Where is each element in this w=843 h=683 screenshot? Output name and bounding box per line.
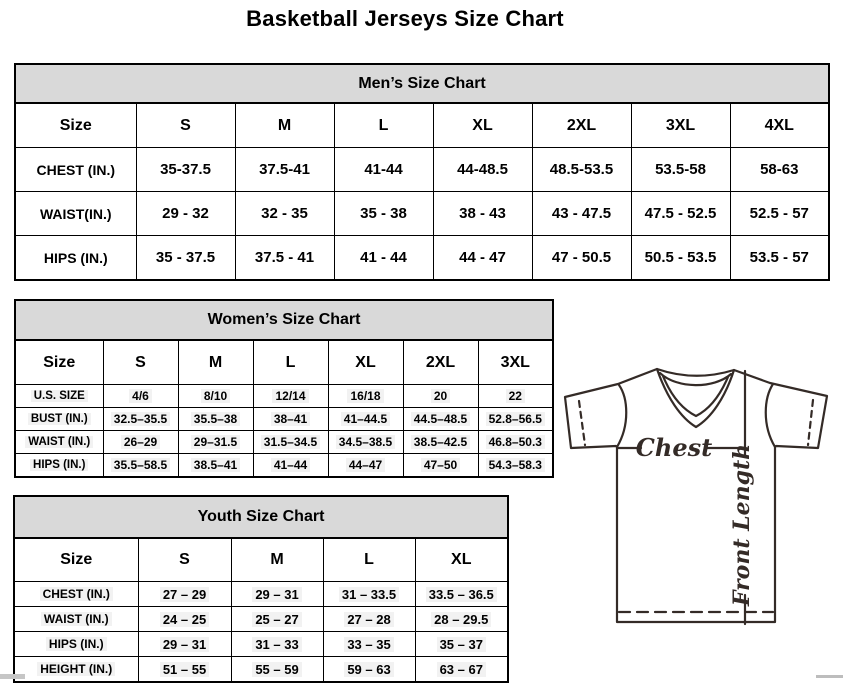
- left-armhole-seam: [617, 385, 626, 447]
- column-header: Size: [15, 103, 136, 148]
- size-value: 29 - 32: [136, 192, 235, 236]
- column-header: Size: [15, 340, 103, 385]
- size-value: 47 - 50.5: [532, 236, 631, 281]
- column-header: S: [103, 340, 178, 385]
- chest-label: Chest: [635, 433, 713, 462]
- jersey-measurement-diagram: [555, 360, 840, 635]
- size-value: 31.5–34.5: [253, 431, 328, 454]
- row-label: HIPS (IN.): [14, 632, 138, 657]
- size-value: 51 – 55: [138, 657, 231, 683]
- scrollbar-fragment-right[interactable]: [816, 675, 843, 678]
- size-value: 38–41: [253, 408, 328, 431]
- column-header: S: [138, 538, 231, 582]
- womens-chart-title: Women’s Size Chart: [15, 300, 553, 340]
- table-row: [15, 454, 553, 478]
- size-value: 29 – 31: [138, 632, 231, 657]
- column-header: 3XL: [478, 340, 553, 385]
- size-value: 27 – 29: [138, 582, 231, 607]
- size-value: 55 – 59: [231, 657, 323, 683]
- scrollbar-fragment-left[interactable]: [0, 674, 25, 679]
- size-value: 26–29: [103, 431, 178, 454]
- size-value: 35.5–58.5: [103, 454, 178, 478]
- size-value: 16/18: [328, 385, 403, 408]
- size-value: 38 - 43: [433, 192, 532, 236]
- jersey-outline: [565, 369, 827, 622]
- size-value: 20: [403, 385, 478, 408]
- table-row: [14, 657, 508, 683]
- womens-size-chart-table: [14, 299, 552, 478]
- size-value: 22: [478, 385, 553, 408]
- column-header: M: [231, 538, 323, 582]
- size-value: 34.5–38.5: [328, 431, 403, 454]
- size-value: 8/10: [178, 385, 253, 408]
- size-value: 41-44: [334, 148, 433, 192]
- size-value: 32 - 35: [235, 192, 334, 236]
- size-value: 54.3–58.3: [478, 454, 553, 478]
- mens-chart-title: Men’s Size Chart: [15, 64, 829, 103]
- column-header: Size: [14, 538, 138, 582]
- column-header: M: [235, 103, 334, 148]
- table-row: [15, 236, 829, 281]
- size-value: 35 - 37.5: [136, 236, 235, 281]
- size-value: 52.5 - 57: [730, 192, 829, 236]
- size-value: 28 – 29.5: [415, 607, 508, 632]
- size-value: 41 - 44: [334, 236, 433, 281]
- size-value: 38.5–42.5: [403, 431, 478, 454]
- size-value: 35-37.5: [136, 148, 235, 192]
- table-row: [15, 431, 553, 454]
- row-label: HEIGHT (IN.): [14, 657, 138, 683]
- size-value: 43 - 47.5: [532, 192, 631, 236]
- youth-chart-title: Youth Size Chart: [14, 496, 508, 538]
- mens-size-chart-table: [14, 63, 828, 281]
- size-value: 31 – 33.5: [323, 582, 415, 607]
- size-value: 47–50: [403, 454, 478, 478]
- size-value: 33 – 35: [323, 632, 415, 657]
- row-label: U.S. SIZE: [15, 385, 103, 408]
- row-label: WAIST (IN.): [15, 431, 103, 454]
- size-value: 63 – 67: [415, 657, 508, 683]
- size-value: 44–47: [328, 454, 403, 478]
- size-value: 35.5–38: [178, 408, 253, 431]
- row-label: WAIST (IN.): [14, 607, 138, 632]
- front-length-label: Front Length: [729, 443, 755, 607]
- column-header: 4XL: [730, 103, 829, 148]
- column-header: XL: [433, 103, 532, 148]
- size-value: 25 – 27: [231, 607, 323, 632]
- column-header: L: [334, 103, 433, 148]
- size-value: 50.5 - 53.5: [631, 236, 730, 281]
- size-value: 47.5 - 52.5: [631, 192, 730, 236]
- vneck-outer: [657, 369, 734, 427]
- row-label: HIPS (IN.): [15, 454, 103, 478]
- size-value: 48.5-53.5: [532, 148, 631, 192]
- size-value: 35 – 37: [415, 632, 508, 657]
- column-header: S: [136, 103, 235, 148]
- table-row: [15, 192, 829, 236]
- row-label: WAIST(IN.): [15, 192, 136, 236]
- size-value: 46.8–50.3: [478, 431, 553, 454]
- column-header: L: [253, 340, 328, 385]
- size-value: 58-63: [730, 148, 829, 192]
- table-row: [15, 148, 829, 192]
- left-cuff-dashed-line: [579, 401, 585, 445]
- table-row: [15, 408, 553, 431]
- size-value: 35 - 38: [334, 192, 433, 236]
- size-value: 24 – 25: [138, 607, 231, 632]
- right-armhole-seam: [766, 384, 775, 447]
- table-row: [14, 582, 508, 607]
- table-row: [14, 632, 508, 657]
- column-header: XL: [328, 340, 403, 385]
- size-value: 44.5–48.5: [403, 408, 478, 431]
- table-row: [14, 607, 508, 632]
- size-value: 41–44: [253, 454, 328, 478]
- row-label: HIPS (IN.): [15, 236, 136, 281]
- column-header: M: [178, 340, 253, 385]
- size-value: 31 – 33: [231, 632, 323, 657]
- column-header: L: [323, 538, 415, 582]
- size-value: 44 - 47: [433, 236, 532, 281]
- table-row: [15, 385, 553, 408]
- youth-size-chart-table: [13, 495, 507, 683]
- size-value: 59 – 63: [323, 657, 415, 683]
- size-value: 37.5-41: [235, 148, 334, 192]
- column-header: XL: [415, 538, 508, 582]
- size-value: 38.5–41: [178, 454, 253, 478]
- size-value: 44-48.5: [433, 148, 532, 192]
- size-value: 37.5 - 41: [235, 236, 334, 281]
- size-value: 27 – 28: [323, 607, 415, 632]
- row-label: CHEST (IN.): [15, 148, 136, 192]
- size-value: 52.8–56.5: [478, 408, 553, 431]
- column-header: 3XL: [631, 103, 730, 148]
- size-value: 32.5–35.5: [103, 408, 178, 431]
- page-title: Basketball Jerseys Size Chart: [246, 6, 564, 31]
- size-value: 4/6: [103, 385, 178, 408]
- column-header: 2XL: [532, 103, 631, 148]
- size-value: 41–44.5: [328, 408, 403, 431]
- column-header: 2XL: [403, 340, 478, 385]
- right-cuff-dashed-line: [808, 400, 813, 445]
- size-value: 29–31.5: [178, 431, 253, 454]
- size-value: 53.5 - 57: [730, 236, 829, 281]
- size-value: 12/14: [253, 385, 328, 408]
- size-value: 53.5-58: [631, 148, 730, 192]
- row-label: CHEST (IN.): [14, 582, 138, 607]
- row-label: BUST (IN.): [15, 408, 103, 431]
- size-value: 29 – 31: [231, 582, 323, 607]
- size-value: 33.5 – 36.5: [415, 582, 508, 607]
